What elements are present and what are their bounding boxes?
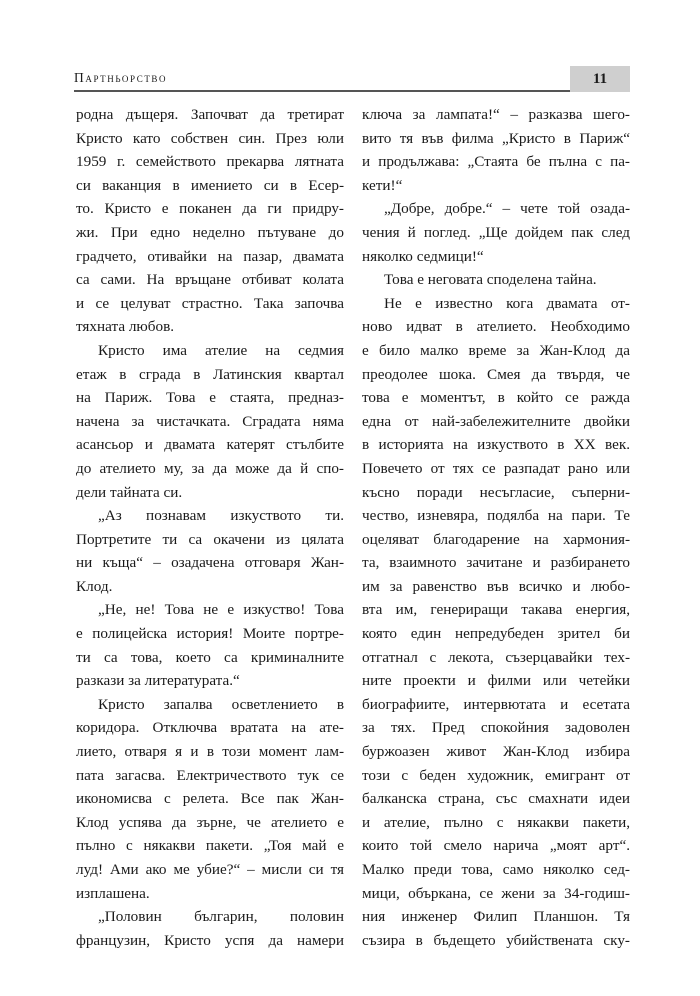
text-line: буржоазен живот Жан-Клод избира [362,743,630,761]
text-line: на Париж. Това е стаята, предназ- [76,389,344,407]
text-line: си ваканция в имението си в Есер- [76,176,344,194]
text-line: „Добре, добре.“ – чете той озада- [384,200,630,218]
page-header [74,66,629,96]
text-line: и продължава: „Стаята бе пълна с па- [362,153,630,171]
page-number: 11 [592,71,608,87]
text-line: французин, Кристо успя да намери [76,931,344,949]
text-line: тяхната любов. [76,318,175,336]
header-rule [74,90,629,92]
text-line: разкази за литературата.“ [76,672,240,690]
text-line: балканска страна, със смахнати идеи [362,790,630,808]
text-line: късно поради несъгласие, съперни- [362,483,630,501]
text-line: оцеляват благодарение на хармония- [362,530,630,548]
text-line: начена за чистачката. Сградата няма [76,412,344,430]
text-line: та, взаимното зачитане и разбирането [362,554,630,572]
text-line: биографиите, интервютата и есетата [362,695,630,713]
text-line: една от най-забележителните двойки [362,412,630,430]
text-line: Кристо като собствен син. През юли [76,129,344,147]
left-text-column [76,103,344,952]
text-line: етаж в сграда в Латинския квартал [76,365,344,383]
running-title: Партньорство [74,70,168,85]
text-line: и ателие, пълно с някакви пакети, [362,813,630,831]
text-line: то. Кристо е поканен да ги придру- [76,200,344,218]
text-line: пълно с някакви пакети. „Тоя май е [76,837,344,855]
text-line: Кристо има ателие на седмия [98,341,344,359]
text-line: ти са това, което са криминалните [76,648,344,666]
page-number-box [570,66,630,92]
text-line: пата загасва. Електричеството тук се [76,766,344,784]
text-line: „Не, не! Това не е изкуство! Това [98,601,344,619]
text-line: коридора. Отключва вратата на ате- [76,719,344,737]
text-line: Клод успява да зърне, че ателието е [76,813,344,831]
text-line: кети!“ [362,176,403,194]
text-line: градчето, отивайки на пазар, двамата [76,247,344,265]
text-line: преодолее шока. Смея да твърдя, че [362,365,630,383]
text-line: 1959 г. семейството прекарва лятната [76,153,344,171]
text-line: е било малко време за Жан-Клод да [362,341,630,359]
text-line: ния инженер Филип Планшон. Тя [362,908,630,926]
text-line: родна дъщеря. Започват да третират [76,106,344,123]
text-line: ните проекти и филми или четейки [362,672,630,690]
text-line: икономисва с релета. Все пак Жан- [76,790,344,808]
text-line: за тях. Пред спокойния задоволен [362,719,630,737]
text-line: луд! Ами ако ме убие?“ – мисли си тя [76,861,344,878]
text-line: в историята на изкуството в XX век. [362,436,630,454]
text-line: лието, отваря я и в този момент лам- [76,743,344,761]
text-line: този с беден художник, емигрант от [362,766,630,784]
text-line: вито тя във филма „Кристо в Париж“ [362,129,630,147]
text-line: няколко седмици!“ [362,247,484,265]
text-line: са сами. На връщане отбиват колата [76,271,344,289]
text-line: е полицейска история! Моите портре- [76,625,344,643]
right-text-column [362,103,630,952]
text-line: Кристо запалва осветлението в [98,695,344,713]
text-line: асансьор и двамата катерят стълбите [76,436,344,454]
text-line: вта им, генериращи такава енергия, [362,601,630,619]
text-line: това е моментът, в който се ражда [362,389,630,407]
text-line: Не е известно кога двамата от- [384,294,630,312]
text-line: „Аз познавам изкуството ти. [98,507,344,525]
text-line: и се целуват страстно. Така започва [76,294,344,312]
text-line: жи. При едно неделно пътуване до [76,223,344,241]
text-line: до ателието му, за да може да й спо- [76,459,344,477]
text-line: които той смело нарича „моят арт“. [362,837,630,855]
text-line: дели тайната си. [76,483,183,501]
text-line: Това е неговата споделена тайна. [384,271,597,289]
text-line: „Половин българин, половин [98,908,344,926]
text-line: Портретите ти са окачени из цялата [76,530,344,548]
text-line: съзира в бъдещето убийствената ску- [362,931,630,949]
text-line: ново идват в ателието. Необходимо [362,318,630,336]
text-line: им за равенство във всичко и любо- [362,577,630,595]
text-line: изплашена. [76,884,150,902]
text-line: отгатнал с лекота, съзерцавайки тех- [362,648,630,666]
text-line: Малко преди това, само няколко сед- [362,861,630,878]
text-line: Повечето от тях се разпадат рано или [362,459,630,477]
text-line: чество, изневяра, подялба на пари. Те [362,507,630,525]
text-line: мици, объркана, се жени за 34-годиш- [362,884,630,902]
text-line: Клод. [76,577,113,595]
text-line: която един непредубеден зрител би [362,625,630,643]
text-line: ни къща“ – озадачена отговаря Жан- [76,554,344,572]
text-line: чения й поглед. „Ще дойдем пак след [362,223,630,241]
text-line: ключа за лампата!“ – разказва шего- [362,106,630,123]
